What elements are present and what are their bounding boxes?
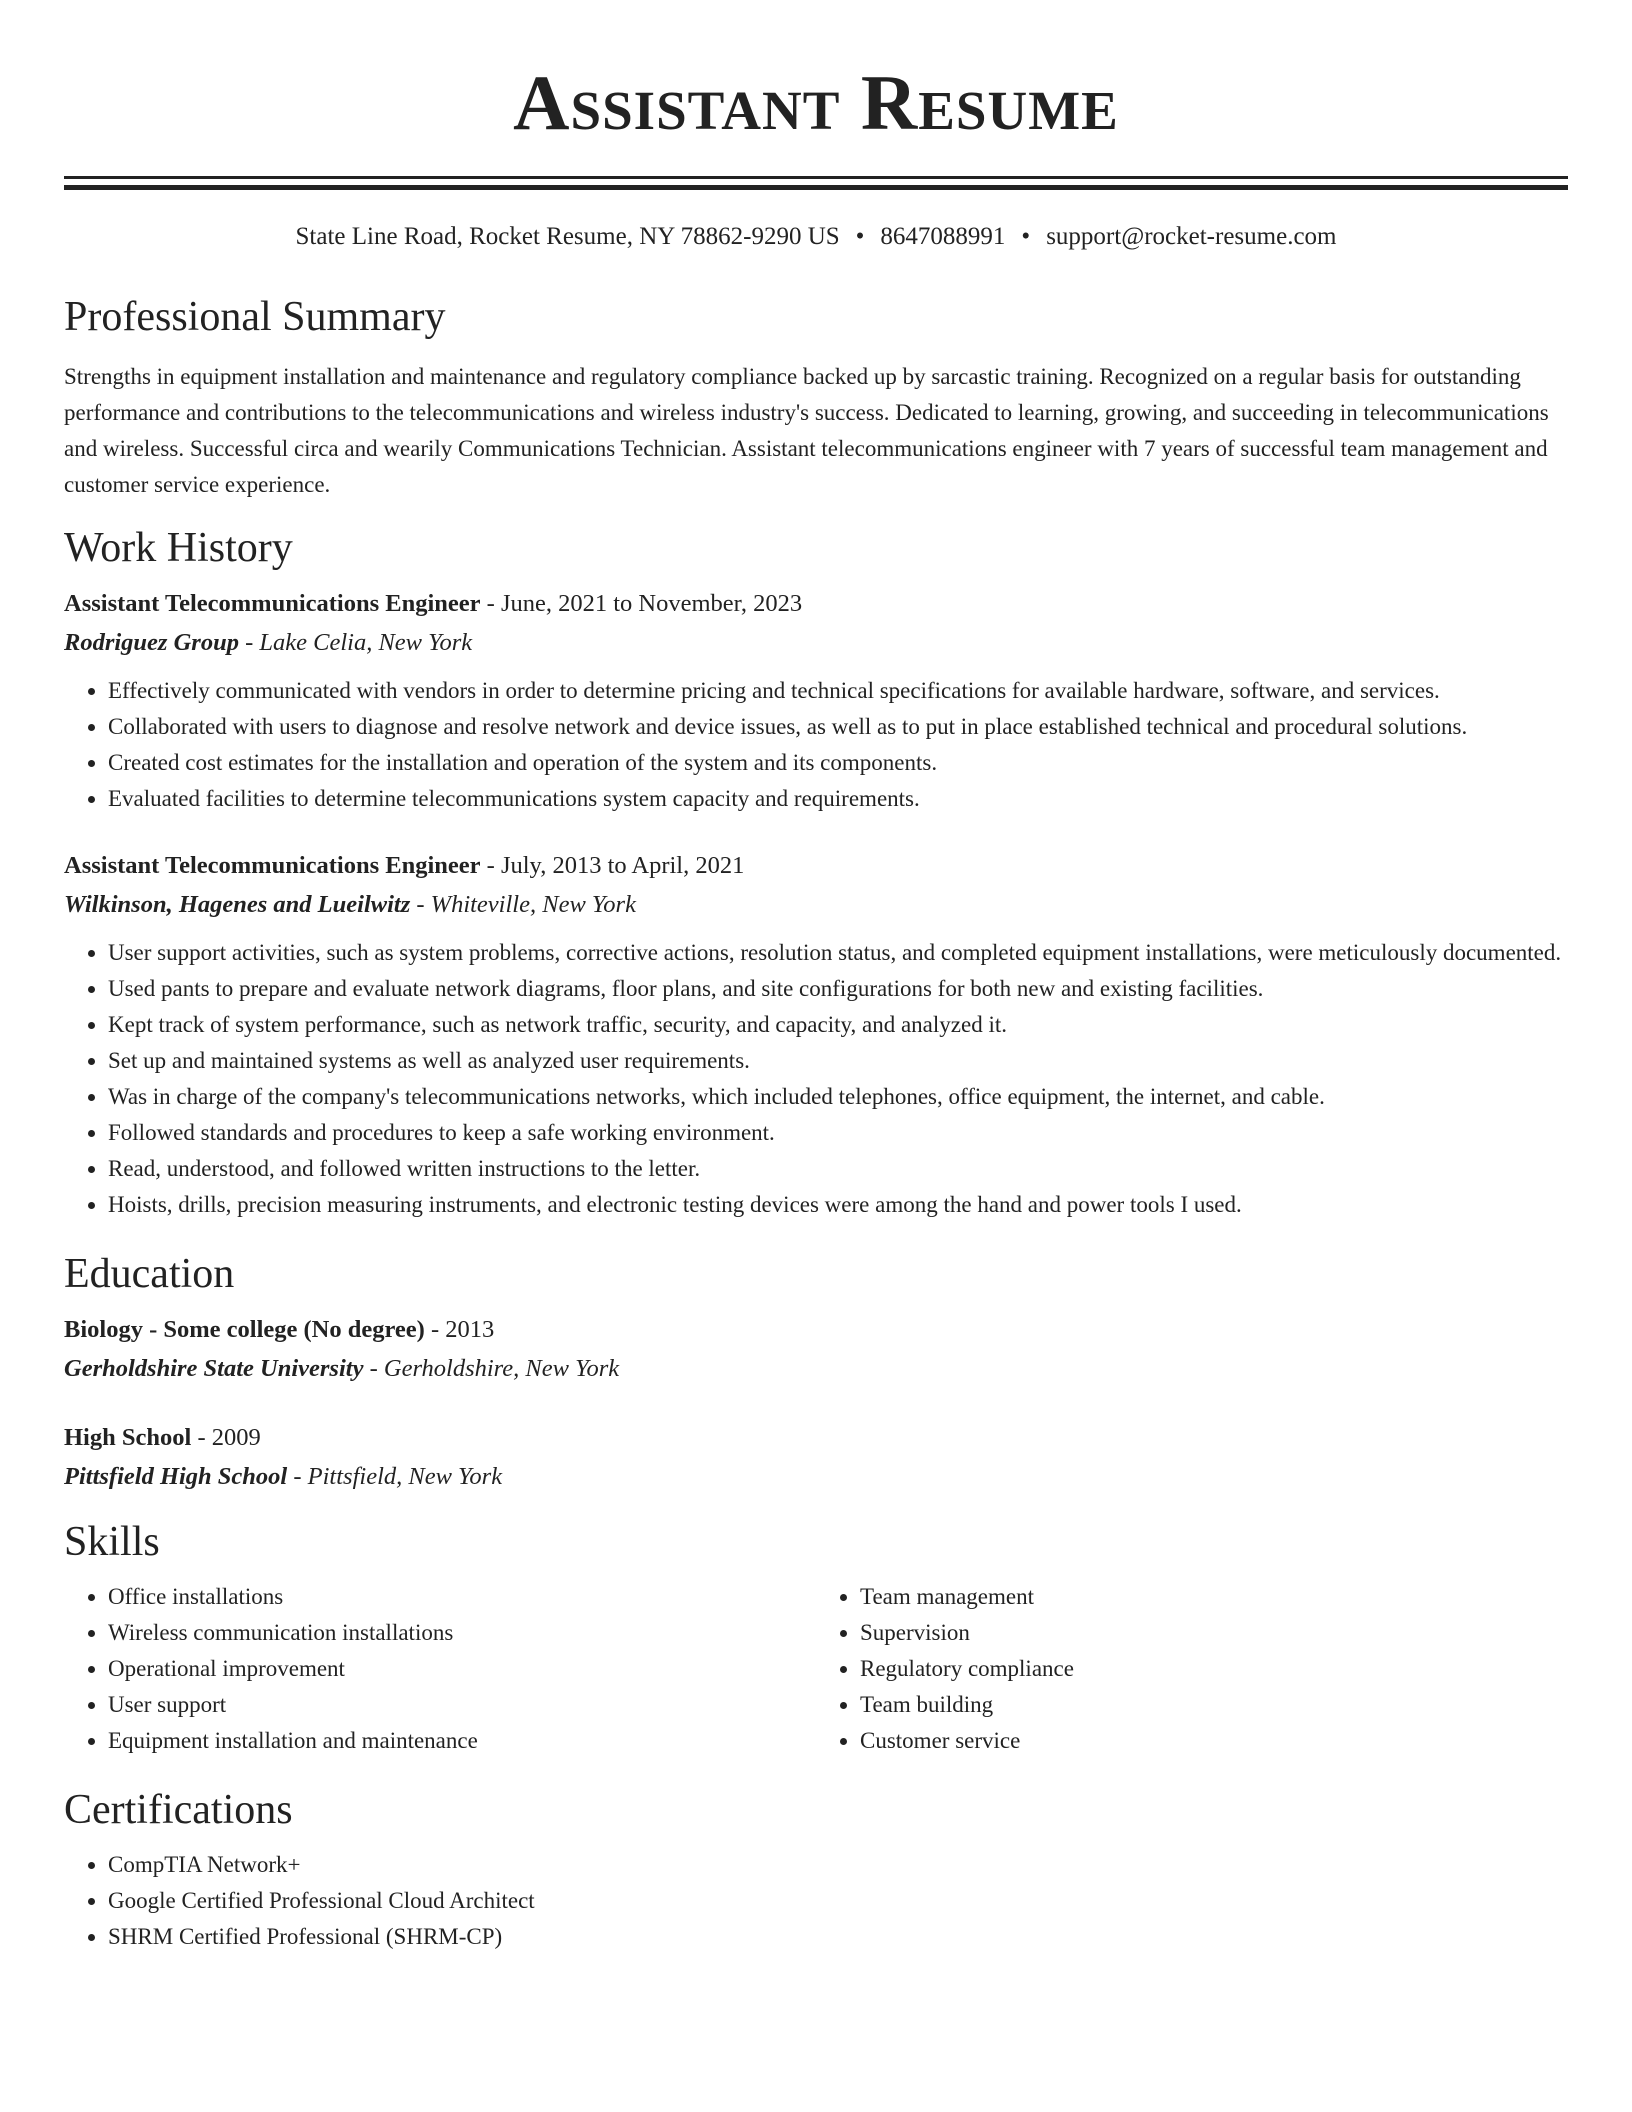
job-bullet: • Was in charge of the company's telecommunications networks, which included telephones, office equipment, the internet, and cable. [108, 1079, 1568, 1115]
title-rule-thin [64, 176, 1568, 179]
certifications-heading: Certifications [64, 1787, 293, 1833]
skills-section [64, 1517, 1568, 1759]
skill-item: • Team management [860, 1579, 1568, 1615]
job-bullets [64, 935, 1568, 1223]
job-company: Wilkinson, Hagenes and Lueilwitz [64, 891, 411, 918]
resume-title: Assistant Resume [513, 59, 1119, 146]
skill-item: • Supervision [860, 1615, 1568, 1651]
education-school-line [64, 1349, 1568, 1389]
job-dates: - June, 2021 to November, 2023 [480, 590, 803, 617]
summary-heading: Professional Summary [64, 294, 446, 340]
contact-phone: 8647088991 [880, 223, 1006, 250]
certification-item: • SHRM Certified Professional (SHRM-CP) [108, 1919, 1568, 1955]
job-role: Assistant Telecommunications Engineer [64, 852, 481, 879]
job-title-line [64, 847, 1568, 885]
education-school: Gerholdshire State University [64, 1355, 364, 1382]
education-location: - Pittsfield, New York [287, 1463, 503, 1490]
skill-item: • Operational improvement [108, 1651, 816, 1687]
education-school-line [64, 1457, 1568, 1497]
job-dates: - July, 2013 to April, 2021 [480, 852, 745, 879]
job-bullet: • Used pants to prepare and evaluate network diagrams, floor plans, and site configurations for both new and existing facilities. [108, 971, 1568, 1007]
education-entry [64, 1311, 1568, 1389]
contact-line [64, 220, 1568, 254]
skills-list-left [64, 1579, 816, 1759]
education-entry [64, 1419, 1568, 1497]
job-bullet: • Kept track of system performance, such as network traffic, security, and capacity, and analyzed it. [108, 1007, 1568, 1043]
certification-item: • Google Certified Professional Cloud Architect [108, 1883, 1568, 1919]
education-year: - 2013 [424, 1316, 495, 1343]
job-role: Assistant Telecommunications Engineer [64, 590, 481, 617]
employer-line [64, 623, 1568, 663]
contact-separator: • [855, 223, 865, 250]
skill-item: • Wireless communication installations [108, 1615, 816, 1651]
job-bullets [64, 673, 1568, 817]
education-heading: Education [64, 1251, 235, 1297]
certification-item: • CompTIA Network+ [108, 1847, 1568, 1883]
job-title-line [64, 585, 1568, 623]
skill-item: • Office installations [108, 1579, 816, 1615]
contact-separator: • [1021, 223, 1031, 250]
education-school: Pittsfield High School [64, 1463, 288, 1490]
job-entry [64, 847, 1568, 1223]
skills-grid [64, 1579, 1568, 1759]
work-history-heading: Work History [64, 525, 293, 571]
job-bullet: • User support activities, such as system problems, corrective actions, resolution status, and completed equipment installations, were meticulously documented. [108, 935, 1568, 971]
education-degree: High School [64, 1424, 192, 1451]
education-degree-line [64, 1311, 1568, 1349]
skill-item: • Team building [860, 1687, 1568, 1723]
job-entry [64, 585, 1568, 817]
certifications-section [64, 1785, 1568, 1955]
work-history-section [64, 523, 1568, 1223]
skill-item: • User support [108, 1687, 816, 1723]
skill-item: • Equipment installation and maintenance [108, 1723, 816, 1759]
job-location: - Lake Celia, New York [238, 629, 473, 656]
skills-list-right [816, 1579, 1568, 1759]
education-degree: Biology - Some college (No degree) [64, 1316, 425, 1343]
title-rule-thick [64, 185, 1568, 190]
summary-section [64, 292, 1568, 503]
job-bullet: • Hoists, drills, precision measuring instruments, and electronic testing devices were among the hand and power tools I used. [108, 1187, 1568, 1223]
job-bullet: • Created cost estimates for the installation and operation of the system and its components. [108, 745, 1568, 781]
job-bullet: • Read, understood, and followed written instructions to the letter. [108, 1151, 1568, 1187]
summary-text: Strengths in equipment installation and maintenance and regulatory compliance backed up by sarcastic training. Recognized on a regular basis for outstanding performance and contributions to the telecommunications and wireless industry's success. Dedicated to learning, growing, and succeeding in telecommunications and wireless. Successful circa and wearily Communications Technician. Assistant telecommunications engineer with 7 years of successful team management and customer service experience. [64, 364, 1549, 497]
education-year: - 2009 [191, 1424, 261, 1451]
job-bullet: • Followed standards and procedures to keep a safe working environment. [108, 1115, 1568, 1151]
contact-address: State Line Road, Rocket Resume, NY 78862-9290 US [295, 223, 840, 250]
job-bullet: • Evaluated facilities to determine telecommunications system capacity and requirements. [108, 781, 1568, 817]
skill-item: • Regulatory compliance [860, 1651, 1568, 1687]
employer-line [64, 885, 1568, 925]
education-location: - Gerholdshire, New York [363, 1355, 620, 1382]
skill-item: • Customer service [860, 1723, 1568, 1759]
job-company: Rodriguez Group [64, 629, 239, 656]
job-bullet: • Collaborated with users to diagnose and resolve network and device issues, as well as to put in place established technical and procedural solutions. [108, 709, 1568, 745]
certifications-list [64, 1847, 1568, 1955]
contact-email: support@rocket-resume.com [1046, 223, 1337, 250]
job-bullet: • Set up and maintained systems as well as analyzed user requirements. [108, 1043, 1568, 1079]
education-section [64, 1249, 1568, 1497]
job-bullet: • Effectively communicated with vendors in order to determine pricing and technical specifications for available hardware, software, and services. [108, 673, 1568, 709]
skills-heading: Skills [64, 1519, 160, 1565]
education-degree-line [64, 1419, 1568, 1457]
job-location: - Whiteville, New York [410, 891, 636, 918]
